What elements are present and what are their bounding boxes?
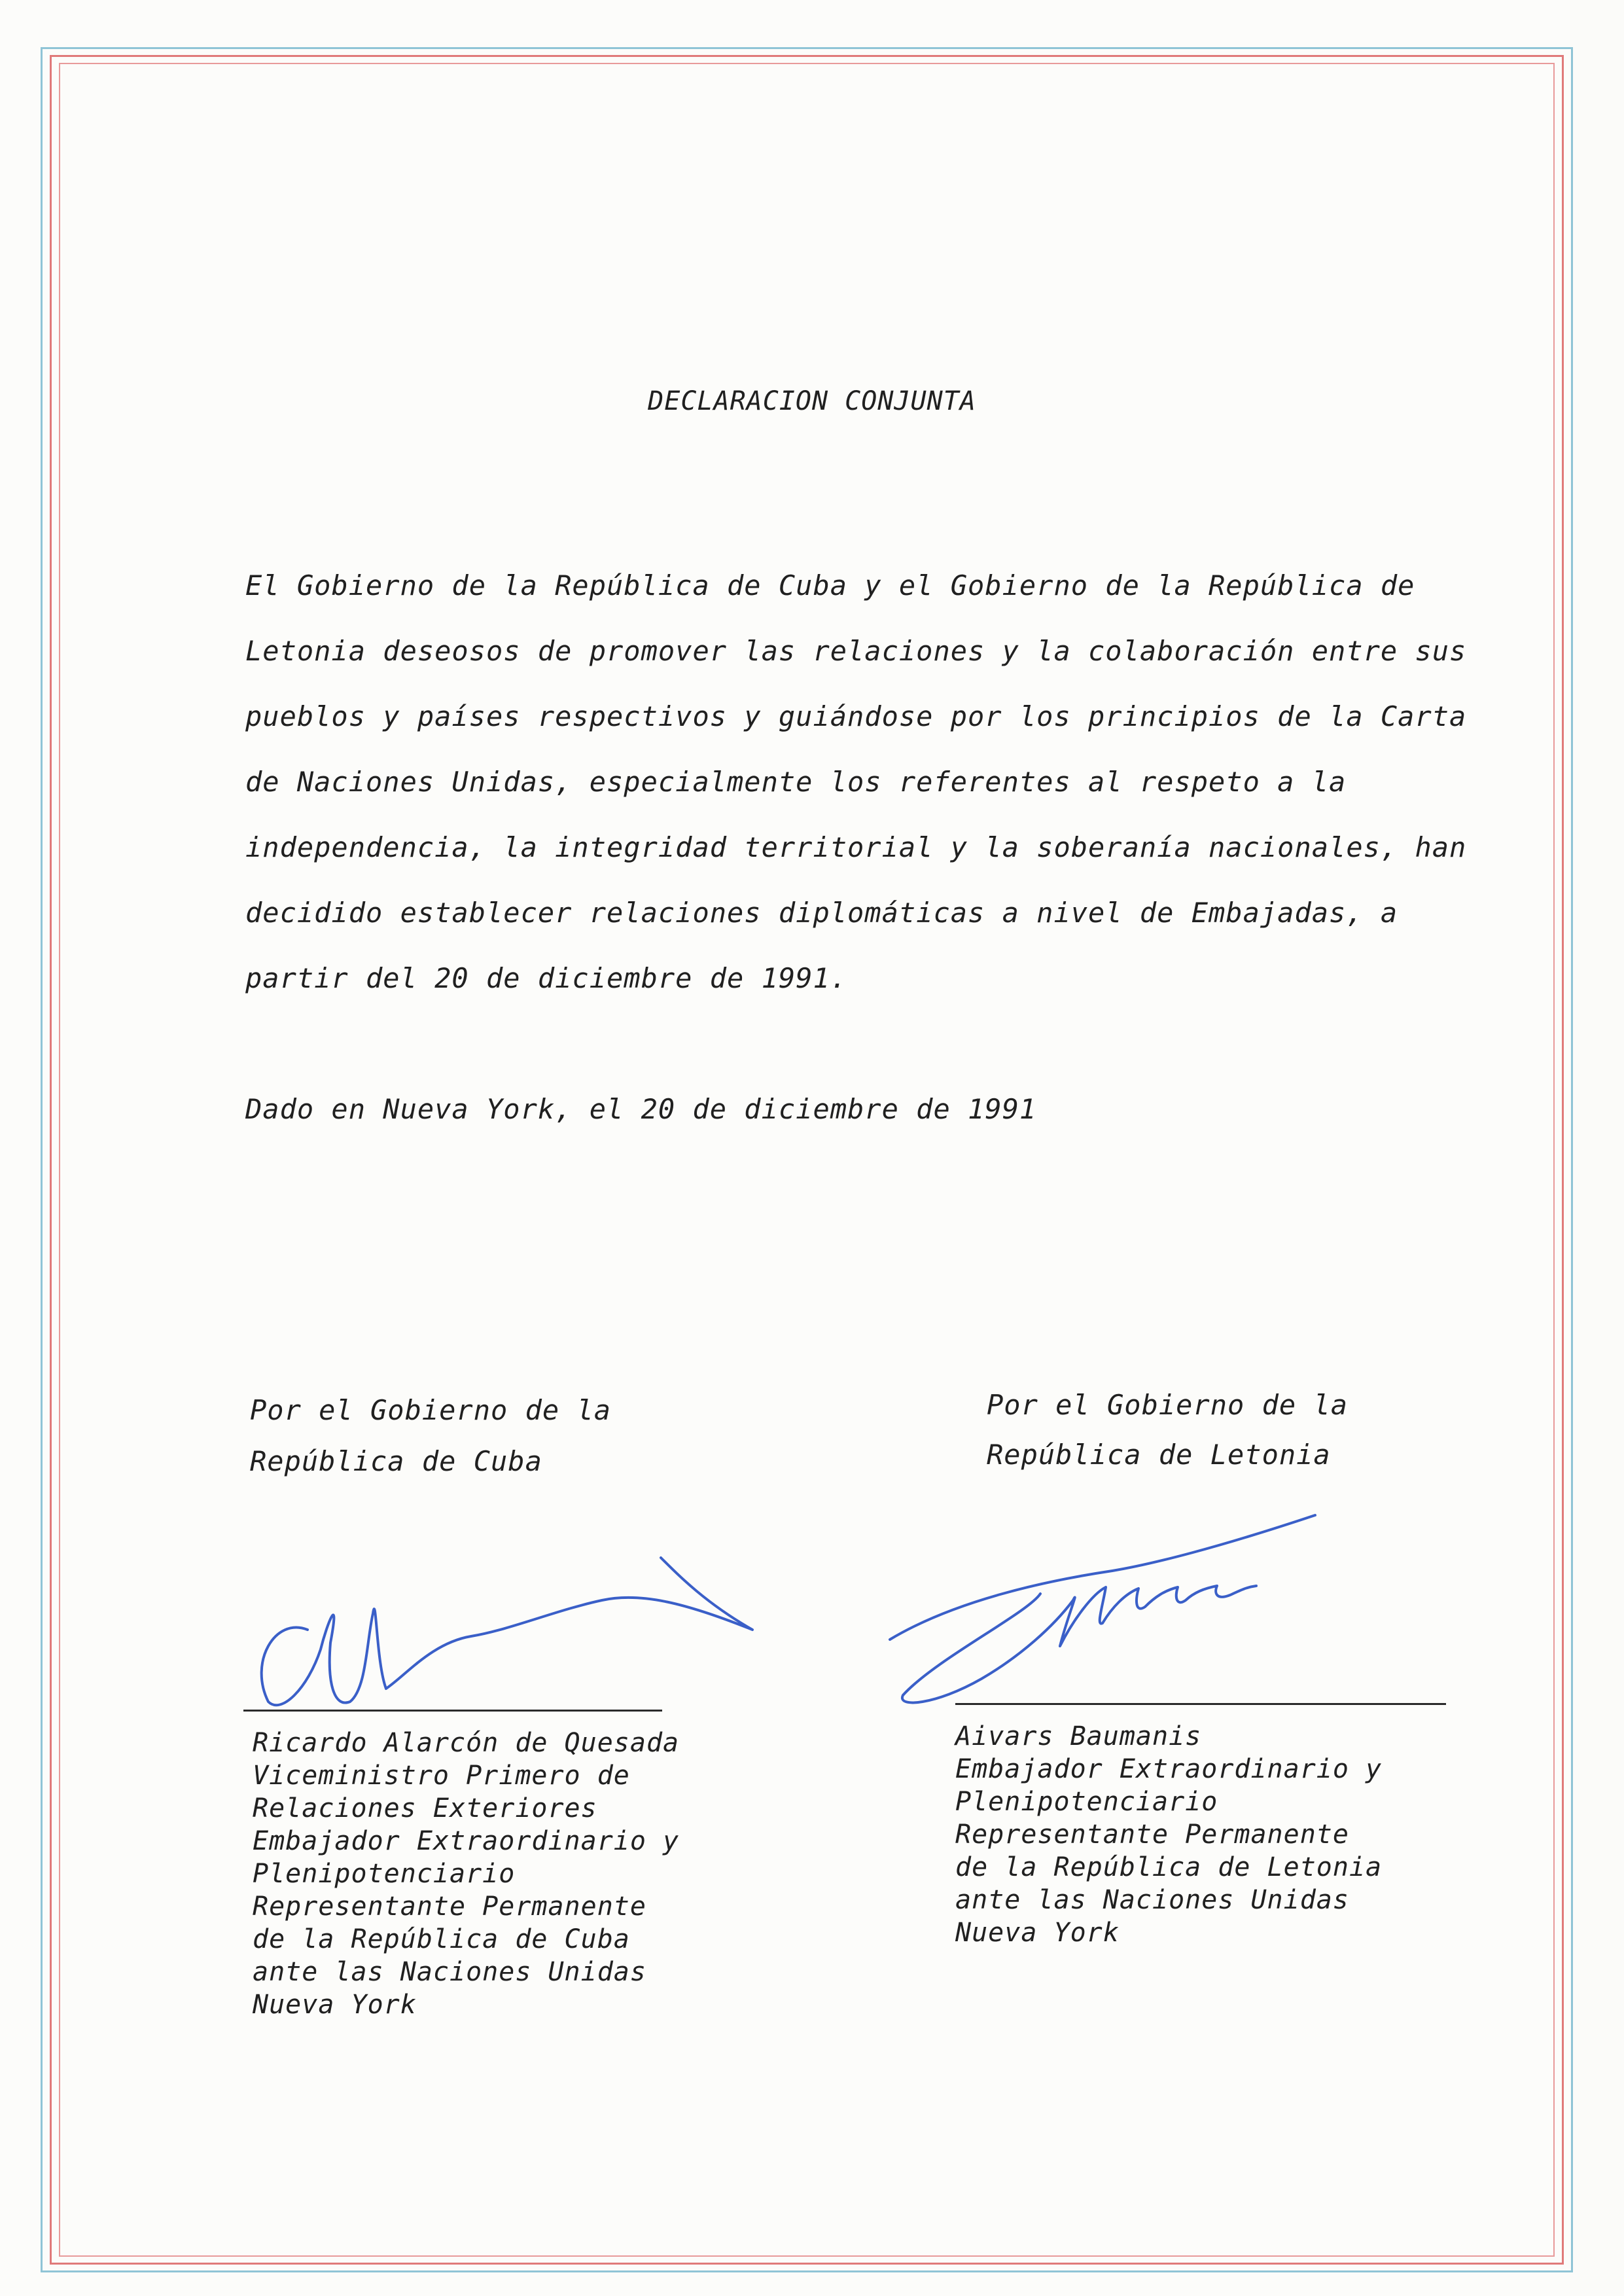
- right-signatory-line: Nueva York: [955, 1918, 1120, 1948]
- paragraph-line: Letonia deseosos de promover las relaciones y la colaboración entre sus: [245, 635, 1467, 667]
- left-signatory-line: Relaciones Exteriores: [253, 1793, 597, 1823]
- left-signatory-line: Nueva York: [253, 1990, 417, 2020]
- right-signatory-line: ante las Naciones Unidas: [955, 1885, 1349, 1915]
- paragraph-line: de Naciones Unidas, especialmente los referentes al respeto a la: [245, 766, 1347, 798]
- left-signatory-line: ante las Naciones Unidas: [253, 1957, 646, 1987]
- left-signature: [236, 1551, 772, 1721]
- right-signature-line: [955, 1703, 1446, 1705]
- document-title: DECLARACION CONJUNTA: [648, 386, 976, 416]
- right-signature: [877, 1509, 1335, 1718]
- left-signatory-line: de la República de Cuba: [253, 1924, 630, 1954]
- left-signatory-line: Representante Permanente: [253, 1892, 646, 1922]
- left-party-heading-line: Por el Gobierno de la: [250, 1394, 612, 1426]
- left-signatory-line: Embajador Extraordinario y: [253, 1826, 680, 1856]
- paragraph-line: decidido establecer relaciones diplomáticas a nivel de Embajadas, a: [245, 897, 1398, 929]
- left-signatory-line: Plenipotenciario: [253, 1859, 516, 1889]
- left-signatory-line: Viceministro Primero de: [253, 1761, 630, 1791]
- right-signatory-line: Plenipotenciario: [955, 1787, 1218, 1817]
- right-party-heading-line: Por el Gobierno de la: [987, 1389, 1349, 1421]
- right-signatory-line: de la República de Letonia: [955, 1852, 1383, 1882]
- right-signatory-line: Aivars Baumanis: [955, 1721, 1202, 1751]
- right-signatory-line: Representante Permanente: [955, 1820, 1349, 1850]
- paragraph-line: El Gobierno de la República de Cuba y el Gobierno de la República de: [245, 569, 1415, 601]
- left-signature-line: [243, 1710, 662, 1712]
- left-party-heading-line: República de Cuba: [250, 1445, 542, 1477]
- paragraph-line: partir del 20 de diciembre de 1991.: [245, 962, 848, 994]
- right-party-heading-line: República de Letonia: [987, 1439, 1331, 1471]
- date-place-line: Dado en Nueva York, el 20 de diciembre de 1991: [245, 1093, 1037, 1125]
- left-signatory-line: Ricardo Alarcón de Quesada: [253, 1728, 680, 1758]
- right-signatory-line: Embajador Extraordinario y: [955, 1754, 1383, 1784]
- paragraph-line: independencia, la integridad territorial y la soberanía nacionales, han: [245, 831, 1467, 863]
- paragraph-line: pueblos y países respectivos y guiándose por los principios de la Carta: [245, 700, 1467, 732]
